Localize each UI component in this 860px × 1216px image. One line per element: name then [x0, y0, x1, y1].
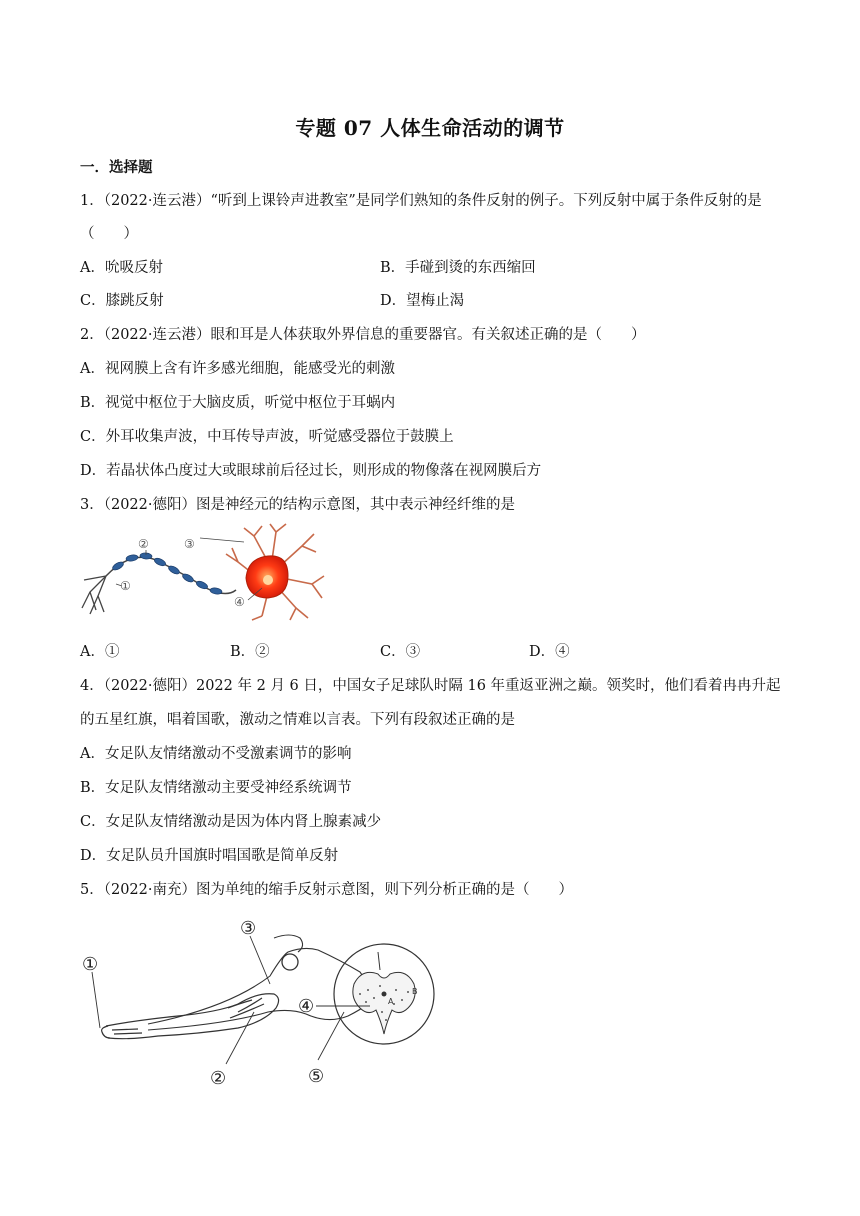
- reflex-label-5: ⑤: [308, 1066, 325, 1087]
- q1-stem-bracket: （ ）: [80, 226, 138, 242]
- q1-stem: 1．（2022·连云港）“听到上课铃声进教室”是同学们熟知的条件反射的例子。下列反射中属于条件反射的是: [80, 193, 762, 209]
- spinal-letter-a: A: [388, 997, 394, 1006]
- reflex-label-3: ③: [240, 918, 257, 939]
- neuron-label-4: ④: [234, 595, 245, 609]
- q4-stem: 4．（2022·德阳）2022 年 2 月 6 日，中国女子足球队时隔 16 年重返亚洲之巅。领奖时，他们看着冉冉升起: [80, 678, 781, 694]
- axon-terminals: [82, 576, 106, 614]
- reflex-label-1: ①: [82, 954, 99, 975]
- reflex-label-2: ②: [210, 1068, 227, 1089]
- page-title: 专题 07 人体生命活动的调节: [295, 116, 565, 140]
- reflex-arc-figure: [78, 912, 450, 1094]
- q3-stem: 3．（2022·德阳）图是神经元的结构示意图，其中表示神经纤维的是: [80, 497, 515, 513]
- q2-stem: 2．（2022·连云港）眼和耳是人体获取外界信息的重要器官。有关叙述正确的是（ ）: [80, 327, 646, 343]
- q1-option-d: D．望梅止渴: [380, 293, 465, 309]
- q3-option-c: C．③: [380, 644, 421, 660]
- neuron-label-1: ①: [120, 579, 131, 593]
- neuron-label-3: ③: [184, 537, 195, 551]
- q1-option-a: A．吮吸反射: [80, 260, 163, 276]
- q2-option-b: B．视觉中枢位于大脑皮质，听觉中枢位于耳蜗内: [80, 395, 396, 411]
- reflex-label-4: ④: [298, 996, 315, 1017]
- section-heading: 一．选择题: [80, 159, 153, 176]
- q3-option-d: D．④: [529, 644, 570, 660]
- q4-option-b: B．女足队友情绪激动主要受神经系统调节: [80, 780, 352, 796]
- q1-option-b: B．手碰到烫的东西缩回: [380, 260, 536, 276]
- q4-option-a: A．女足队友情绪激动不受激素调节的影响: [80, 746, 352, 762]
- neuron-figure: [76, 522, 332, 622]
- q1-option-c: C．膝跳反射: [80, 293, 164, 309]
- ganglion-marker: [282, 954, 298, 970]
- spinal-cord: [334, 944, 434, 1044]
- spinal-letter-b: B: [412, 987, 418, 996]
- q3-option-b: B．②: [230, 644, 270, 660]
- q4-stem-cont: 的五星红旗，唱着国歌，激动之情难以言表。下列有段叙述正确的是: [80, 712, 515, 728]
- q4-option-c: C．女足队友情绪激动是因为体内肾上腺素减少: [80, 814, 382, 830]
- nucleus: [263, 575, 273, 585]
- q4-option-d: D．女足队员升国旗时唱国歌是简单反射: [80, 848, 339, 864]
- q5-stem: 5．（2022·南充）图为单纯的缩手反射示意图，则下列分析正确的是（ ）: [80, 882, 573, 898]
- q3-option-a: A．①: [80, 644, 120, 660]
- neuron-label-2: ②: [138, 537, 149, 551]
- q2-option-c: C．外耳收集声波，中耳传导声波，听觉感受器位于鼓膜上: [80, 429, 454, 445]
- q2-option-d: D．若晶状体凸度过大或眼球前后径过长，则形成的物像落在视网膜后方: [80, 463, 542, 479]
- q2-option-a: A．视网膜上含有许多感光细胞，能感受光的刺激: [80, 361, 395, 377]
